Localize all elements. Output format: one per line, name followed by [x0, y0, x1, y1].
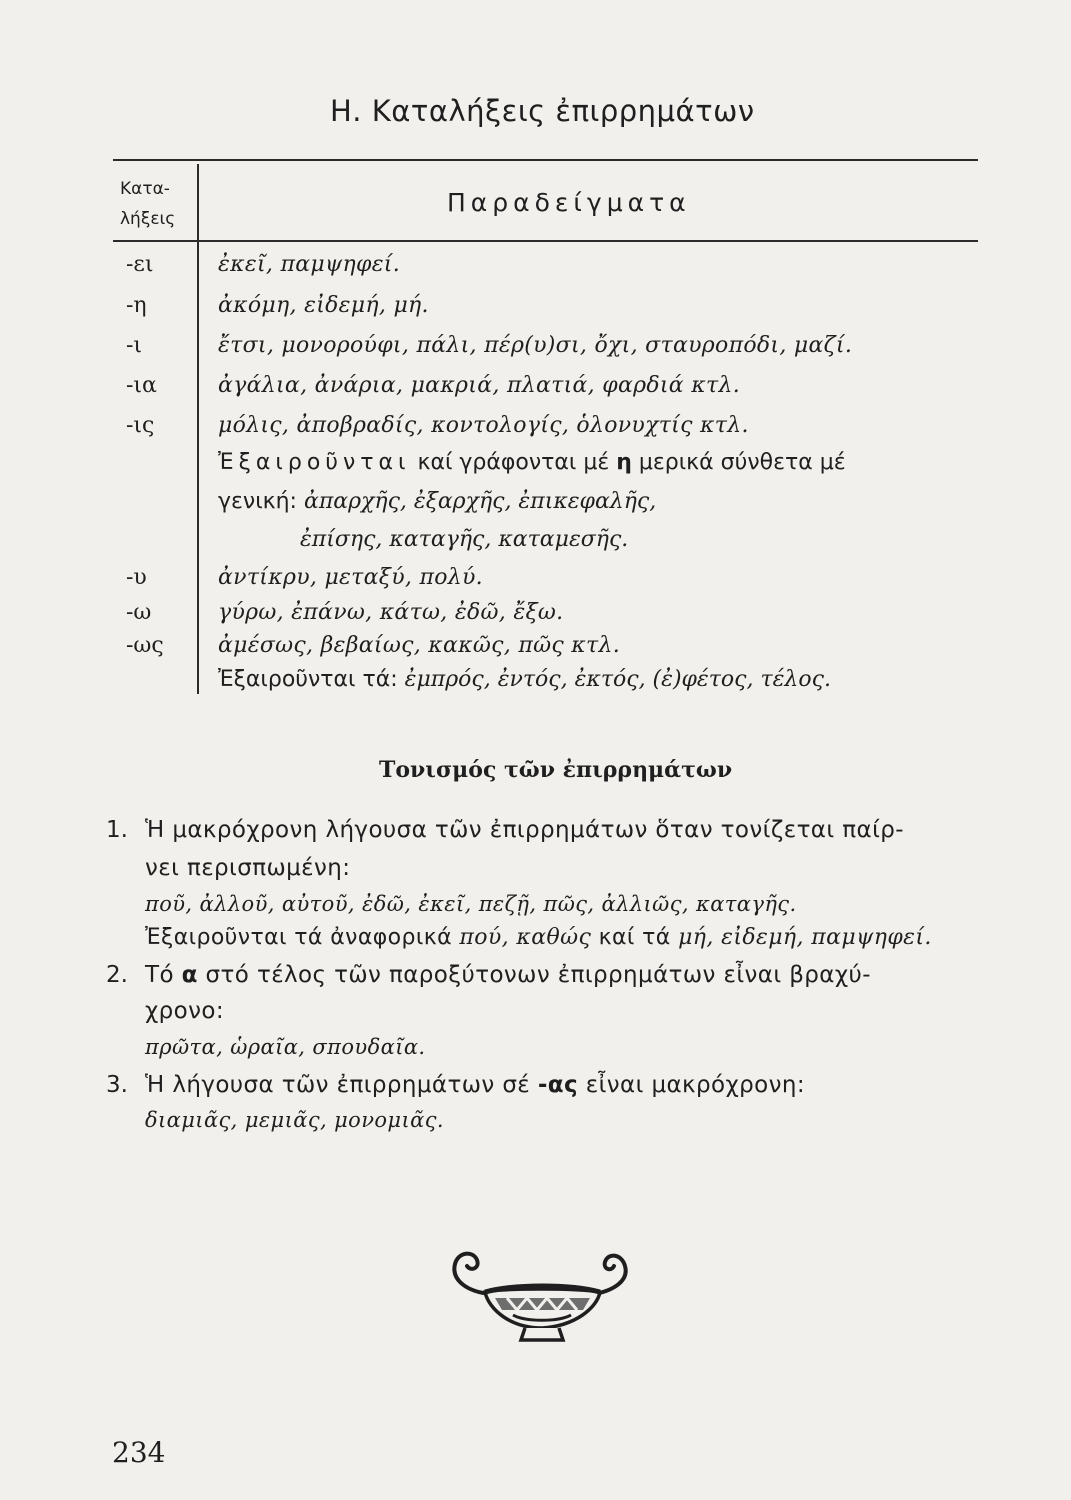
examples-o: γύρω, ἐπάνω, κάτω, ἐδῶ, ἔξω. [218, 600, 564, 625]
rule-3-line1 [145, 1072, 805, 1098]
ending-o: -ω [126, 600, 152, 625]
examples-ei: ἐκεῖ, παμψηφεί. [218, 252, 401, 277]
rule-2-examples: πρῶτα, ὡραῖα, σπουδαῖα. [145, 1035, 426, 1059]
rule-1-line2: νει περισπωμένη: [145, 855, 351, 881]
examples-is: μόλις, ἀποβραδίς, κοντολογίς, ὁλονυχτίς κτλ. [218, 413, 749, 438]
ending-i: -η [126, 293, 147, 318]
rule-1-exc-mid: καί τά [591, 925, 679, 950]
rule-2-text-b: στό τέλος τῶν παροξύτονων ἐπιρρημάτων εἶναι βραχύ- [197, 962, 871, 988]
table-header-rule [113, 240, 978, 242]
exception-2-examples: ἐμπρός, ἐντός, ἐκτός, (ἐ)φέτος, τέλος. [404, 667, 831, 692]
section-title: Η. Καταλήξεις ἐπιρρημάτων [330, 94, 755, 128]
rule-1-exc-ex1: πού, καθώς [459, 925, 592, 950]
ending-is: -ις [126, 413, 155, 438]
table-top-rule [113, 159, 978, 161]
oil-lamp-ornament [445, 1236, 635, 1346]
endings-column-header [120, 174, 175, 234]
rule-2-number: 2. [106, 962, 128, 988]
rule-3-examples: διαμιᾶς, μεμιᾶς, μονομιᾶς. [145, 1108, 444, 1132]
exception-1-text-b: μερικά σύνθετα μέ [631, 450, 846, 475]
ending-ei: -ει [126, 252, 154, 277]
exception-1-line1 [218, 450, 846, 475]
rule-1-exc-ex2: μή, εἰδεμή, παμψηφεί. [678, 925, 932, 950]
exception-1-text-a: καί γράφονται μέ [410, 450, 617, 475]
rule-1-number: 1. [106, 817, 128, 843]
ending-iota: -ι [126, 333, 143, 358]
table-column-divider [197, 164, 199, 694]
rule-1-line1: Ἡ μακρόχρονη λήγουσα τῶν ἐπιρρημάτων ὅταν τονίζεται παίρ- [145, 817, 904, 843]
exception-1-examples-a: ἀπαρχῆς, ἐξαρχῆς, ἐπικεφαλῆς, [303, 489, 657, 514]
examples-iota: ἔτσι, μονορούφι, πάλι, πέρ(υ)σι, ὄχι, σταυροπόδι, μαζί. [218, 333, 853, 358]
rule-3-text-b: εἶναι μακρόχρονη: [578, 1072, 806, 1098]
exception-1-line2 [218, 489, 656, 514]
examples-y: ἀντίκρυ, μεταξύ, πολύ. [218, 565, 483, 590]
exception-2-label: Ἐξαιροῦνται τά: [218, 667, 405, 692]
exception-1-lead: Ἐξαιροῦνται [218, 450, 411, 475]
ending-os: -ως [126, 633, 164, 658]
rule-1-exceptions [145, 925, 932, 950]
rule-3-number: 3. [106, 1072, 128, 1098]
examples-i: ἀκόμη, εἰδεμή, μή. [218, 293, 429, 318]
rule-2-line1 [145, 962, 871, 988]
ending-y: -υ [126, 565, 147, 590]
exception-1-label: γενική: [218, 489, 304, 514]
rule-2-line2: χρονο: [145, 998, 225, 1024]
ending-ia: -ια [126, 373, 157, 398]
examples-os: ἀμέσως, βεβαίως, κακῶς, πῶς κτλ. [218, 633, 621, 658]
exception-1-bold: η [616, 450, 632, 475]
exception-1-line3: ἐπίσης, καταγῆς, καταμεσῆς. [300, 527, 629, 552]
rule-3-bold: -ας [537, 1072, 579, 1098]
rule-2-text-a: Τό [145, 962, 182, 988]
exception-2-line [218, 667, 831, 692]
examples-ia: ἀγάλια, ἀνάρια, μακριά, πλατιά, φαρδιά κτλ. [218, 373, 740, 398]
page-number: 234 [112, 1436, 166, 1469]
endings-header-line2: λήξεις [120, 209, 176, 229]
accent-section-title: Τονισμός τῶν ἐπιρρημάτων [379, 757, 733, 783]
rule-1-exc-label: Ἐξαιροῦνται τά ἀναφορικά [145, 925, 460, 950]
rule-1-examples: ποῦ, ἀλλοῦ, αὐτοῦ, ἐδῶ, ἐκεῖ, πεζῇ, πῶς, ἀλλιῶς, καταγῆς. [145, 892, 797, 916]
examples-column-header: Παραδείγματα [447, 188, 691, 217]
endings-header-line1: Κατα- [120, 179, 170, 199]
rule-2-bold: α [181, 962, 198, 988]
rule-3-text-a: Ἡ λήγουσα τῶν ἐπιρρημάτων σέ [145, 1072, 538, 1098]
